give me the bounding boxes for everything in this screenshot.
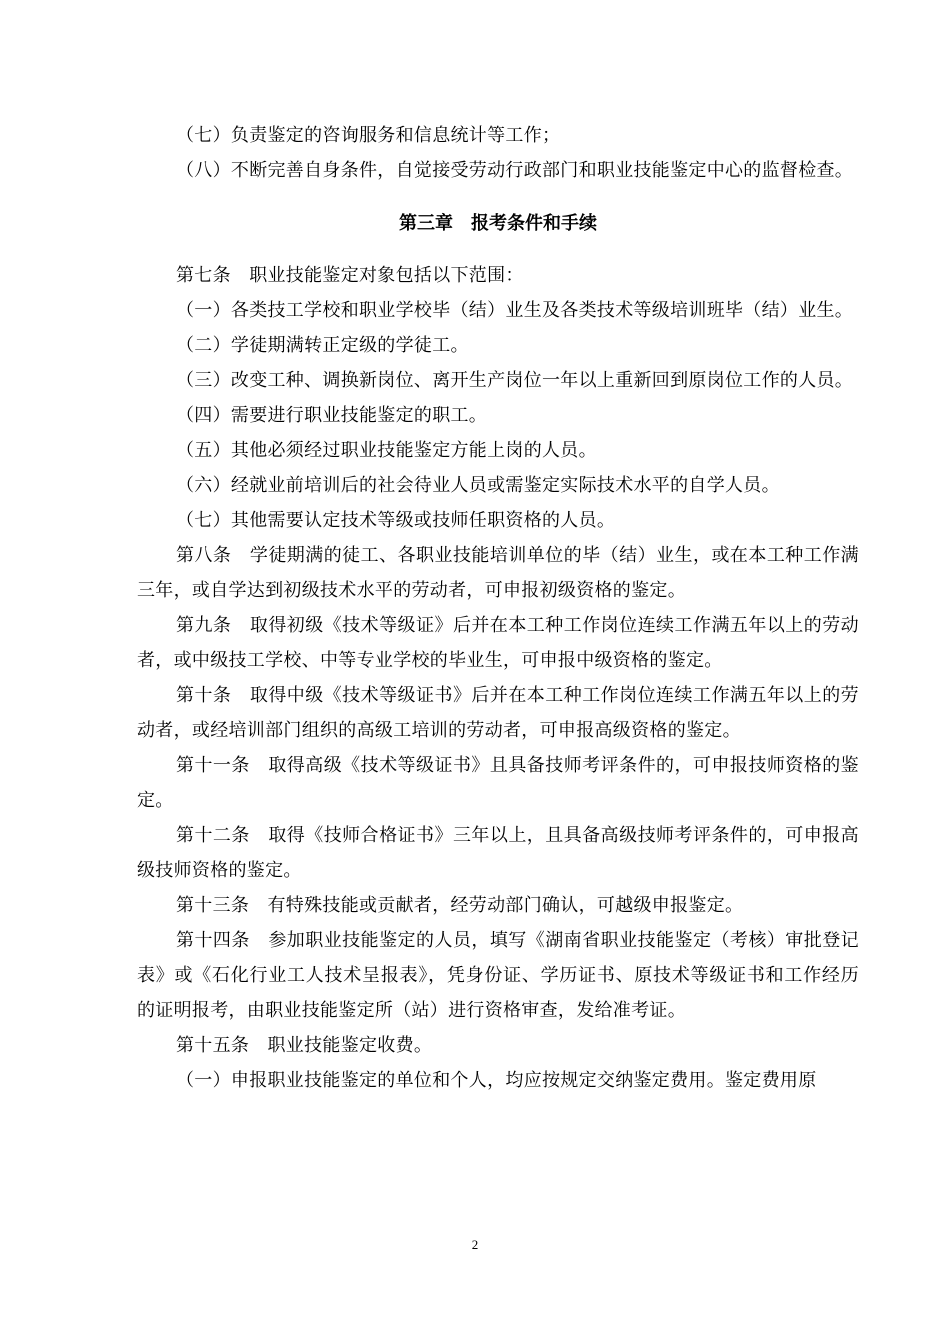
list-item: （一）各类技工学校和职业学校毕（结）业生及各类技术等级培训班毕（结）业生。 (176, 300, 854, 321)
list-item: （二）学徒期满转正定级的学徒工。 (176, 335, 469, 356)
list-item: （六）经就业前培训后的社会待业人员或需鉴定实际技术水平的自学人员。 (176, 475, 780, 496)
document-body (137, 118, 859, 1098)
list-item: （四）需要进行职业技能鉴定的职工。 (176, 405, 488, 426)
article-paragraph: 第九条 取得初级《技术等级证》后并在本工种工作岗位连续工作满五年以上的劳动者，或中级技工学校、中等专业学校的毕业生，可申报中级资格的鉴定。 (137, 615, 859, 671)
article-paragraph: 第七条 职业技能鉴定对象包括以下范围： (176, 265, 524, 286)
article-paragraph: 第十四条 参加职业技能鉴定的人员，填写《湖南省职业技能鉴定（考核）审批登记表》或《石化行业工人技术呈报表》，凭身份证、学历证书、原技术等级证书和工作经历的证明报考，由职业技能鉴定所（站）进行资格审查，发给准考证。 (137, 930, 859, 1021)
paragraph: （八）不断完善自身条件，自觉接受劳动行政部门和职业技能鉴定中心的监督检查。 (176, 160, 854, 181)
article-paragraph: 第八条 学徒期满的徒工、各职业技能培训单位的毕（结）业生，或在本工种工作满三年，或自学达到初级技术水平的劳动者，可申报初级资格的鉴定。 (137, 545, 859, 601)
paragraph: （七）负责鉴定的咨询服务和信息统计等工作； (176, 125, 561, 146)
chapter-heading: 第三章 报考条件和手续 (399, 213, 597, 234)
list-item: （七）其他需要认定技术等级或技师任职资格的人员。 (176, 510, 616, 531)
article-paragraph: 第十三条 有特殊技能或贡献者，经劳动部门确认，可越级申报鉴定。 (176, 895, 744, 916)
article-paragraph: 第十一条 取得高级《技术等级证书》且具备技师考评条件的，可申报技师资格的鉴定。 (137, 755, 859, 811)
page-number: 2 (471, 1237, 479, 1252)
list-item: （一）申报职业技能鉴定的单位和个人，均应按规定交纳鉴定费用。鉴定费用原 (176, 1070, 817, 1091)
list-item: （五）其他必须经过职业技能鉴定方能上岗的人员。 (176, 440, 597, 461)
list-item: （三）改变工种、调换新岗位、离开生产岗位一年以上重新回到原岗位工作的人员。 (176, 370, 854, 391)
article-paragraph: 第十二条 取得《技师合格证书》三年以上，且具备高级技师考评条件的，可申报高级技师资格的鉴定。 (137, 825, 859, 881)
article-paragraph: 第十条 取得中级《技术等级证书》后并在本工种工作岗位连续工作满五年以上的劳动者，或经培训部门组织的高级工培训的劳动者，可申报高级资格的鉴定。 (137, 685, 859, 741)
article-paragraph: 第十五条 职业技能鉴定收费。 (176, 1035, 433, 1056)
